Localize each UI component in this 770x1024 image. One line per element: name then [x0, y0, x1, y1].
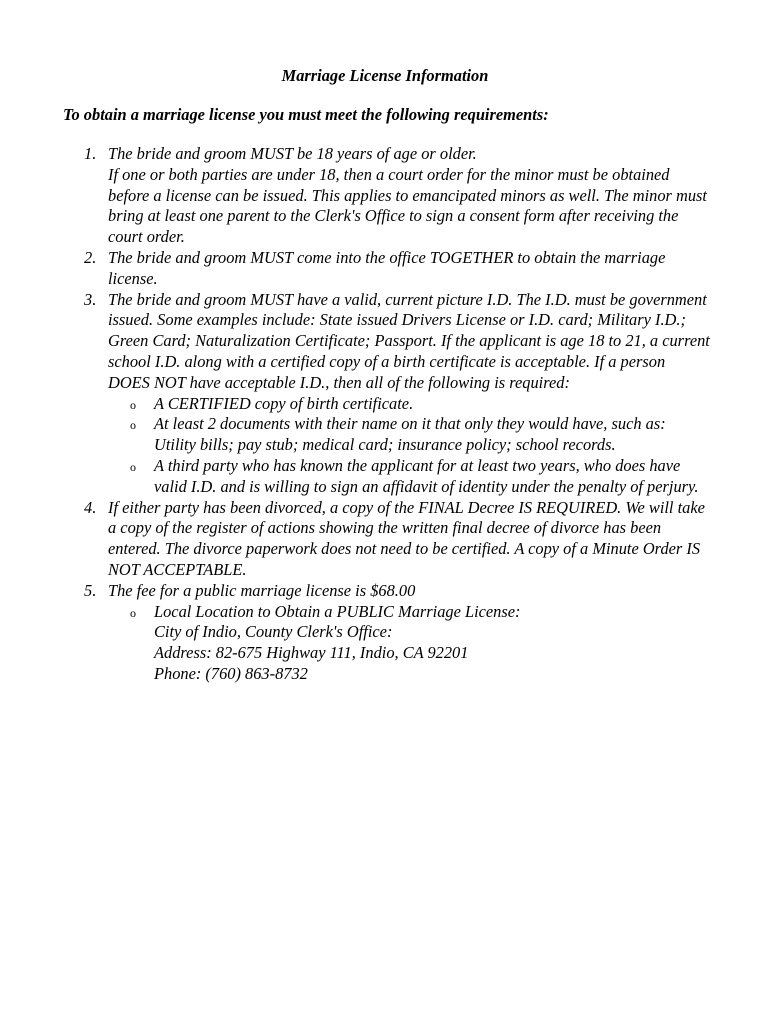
requirement-text: The fee for a public marriage license is $68.00 [108, 580, 416, 600]
requirement-item-3 [0, 290, 710, 498]
document-title: Marriage License Information [281, 66, 489, 85]
requirement-number: 5. [84, 580, 97, 600]
office-phone: Phone: (760) 863-8732 [154, 663, 308, 683]
sub-list-item [108, 394, 710, 415]
location-heading: Local Location to Obtain a PUBLIC Marriage License: [154, 601, 521, 621]
id-alternatives-list [108, 394, 710, 498]
requirement-text: The bride and groom MUST have a valid, current picture I.D. The I.D. must be government issued. Some examples include: State issued Drivers License or I.D. card; Military I.D.; Green Card; Naturalization Certificate; Passport. If the applicant is age 18 to 21, a current school I.D. along with a certified copy of a birth certificate is acceptable. If a person DOES NOT have acceptable I.D., then all of the following is required: [108, 289, 710, 392]
requirement-text: The bride and groom MUST come into the office TOGETHER to obtain the marriage license. [108, 247, 666, 288]
circle-bullet-icon: o [130, 418, 136, 433]
circle-bullet-icon: o [130, 605, 136, 620]
circle-bullet-icon: o [130, 397, 136, 412]
requirement-detail: If one or both parties are under 18, then a court order for the minor must be obtained before a license can be issued. This applies to emancipated minors as well. The minor must bring at least one parent to the Clerk's Office to sign a consent form after receiving the court order. [108, 164, 707, 247]
sub-item-text: At least 2 documents with their name on it that only they would have, such as: Utility bills; pay stub; medical card; insurance policy; school records. [154, 414, 666, 455]
requirement-number: 1. [84, 144, 97, 163]
requirement-item-1 [0, 144, 710, 248]
location-item [108, 602, 710, 685]
sub-item-text: A CERTIFIED copy of birth certificate. [154, 393, 414, 413]
sub-list-item [108, 414, 710, 456]
requirement-number: 2. [84, 247, 97, 267]
office-name: City of Indio, County Clerk's Office: [154, 622, 393, 642]
sub-list-item [108, 456, 710, 498]
requirement-item-2 [0, 248, 710, 290]
requirements-list [0, 144, 770, 685]
requirement-text: The bride and groom MUST be 18 years of age or older. [108, 144, 477, 163]
location-list [108, 602, 710, 685]
requirement-number: 4. [84, 497, 97, 517]
circle-bullet-icon: o [130, 459, 136, 474]
requirement-number: 3. [84, 289, 97, 309]
office-address: Address: 82-675 Highway 111, Indio, CA 92201 [154, 643, 469, 663]
sub-item-text: A third party who has known the applicant for at least two years, who does have valid I.D. and is willing to sign an affidavit of identity under the penalty of perjury. [154, 455, 699, 496]
requirements-intro: To obtain a marriage license you must meet the following requirements: [63, 105, 549, 124]
requirement-text: If either party has been divorced, a copy of the FINAL Decree IS REQUIRED. We will take a copy of the register of actions showing the written final decree of divorce has been entered. The divorce paperwork does not need to be certified. A copy of a Minute Order IS NOT ACCEPTABLE. [108, 497, 705, 579]
requirement-item-4 [0, 498, 710, 581]
requirement-item-5 [0, 581, 710, 685]
